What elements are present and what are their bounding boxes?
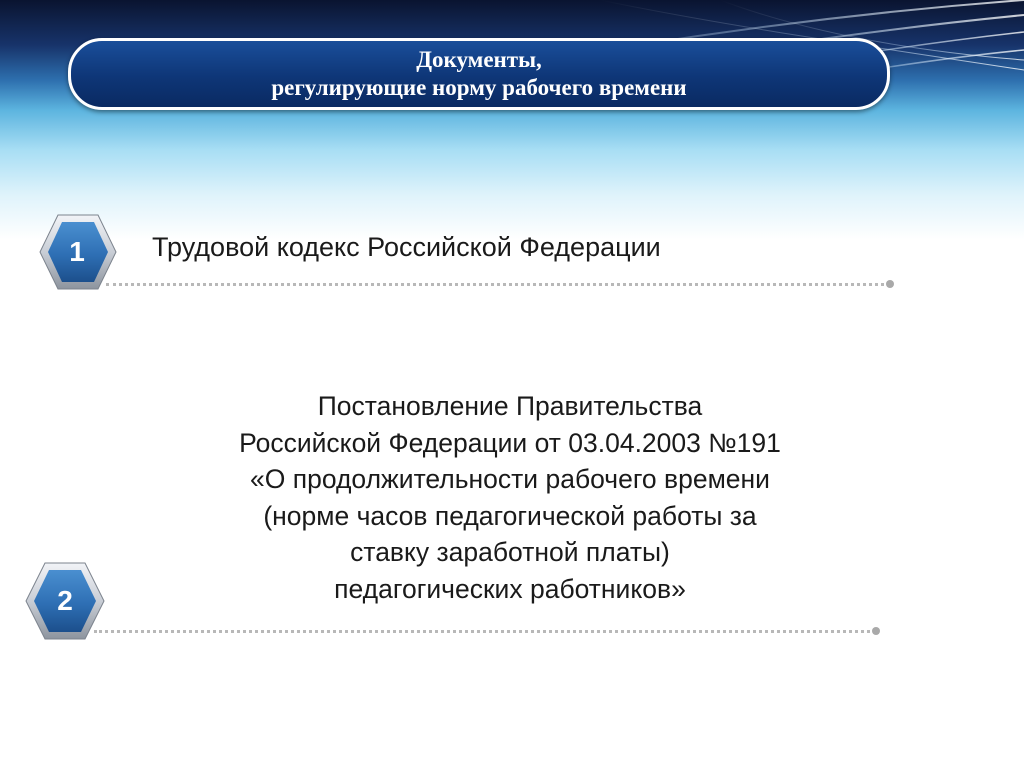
item-2-line-3: «О продолжительности рабочего времени	[250, 464, 770, 494]
item-1-number: 1	[69, 236, 85, 267]
item-2-line-1: Постановление Правительства	[317, 391, 703, 421]
item-2-line-5: ставку заработной платы)	[350, 537, 670, 567]
slide-title-line-1: Документы,	[416, 47, 542, 72]
item-1-divider-end-dot	[886, 280, 894, 288]
item-2-line-2: Российской Федерации от 03.04.2003 №191	[239, 427, 781, 458]
item-1-divider	[106, 283, 884, 286]
slide-title	[68, 38, 890, 110]
item-2-line-4: (норме часов педагогической работы за	[263, 500, 757, 531]
item-2-divider	[94, 630, 870, 633]
item-2-line-6: педагогических работников»	[334, 573, 686, 604]
item-2-text	[110, 388, 910, 607]
item-2-number: 2	[57, 585, 73, 616]
slide-title-line-2: регулирующие норму рабочего времени	[271, 75, 687, 100]
item-2-divider-end-dot	[872, 627, 880, 635]
item-1-line-1: Трудовой кодекс Российской Федерации	[152, 232, 661, 262]
item-1-text	[152, 230, 852, 264]
